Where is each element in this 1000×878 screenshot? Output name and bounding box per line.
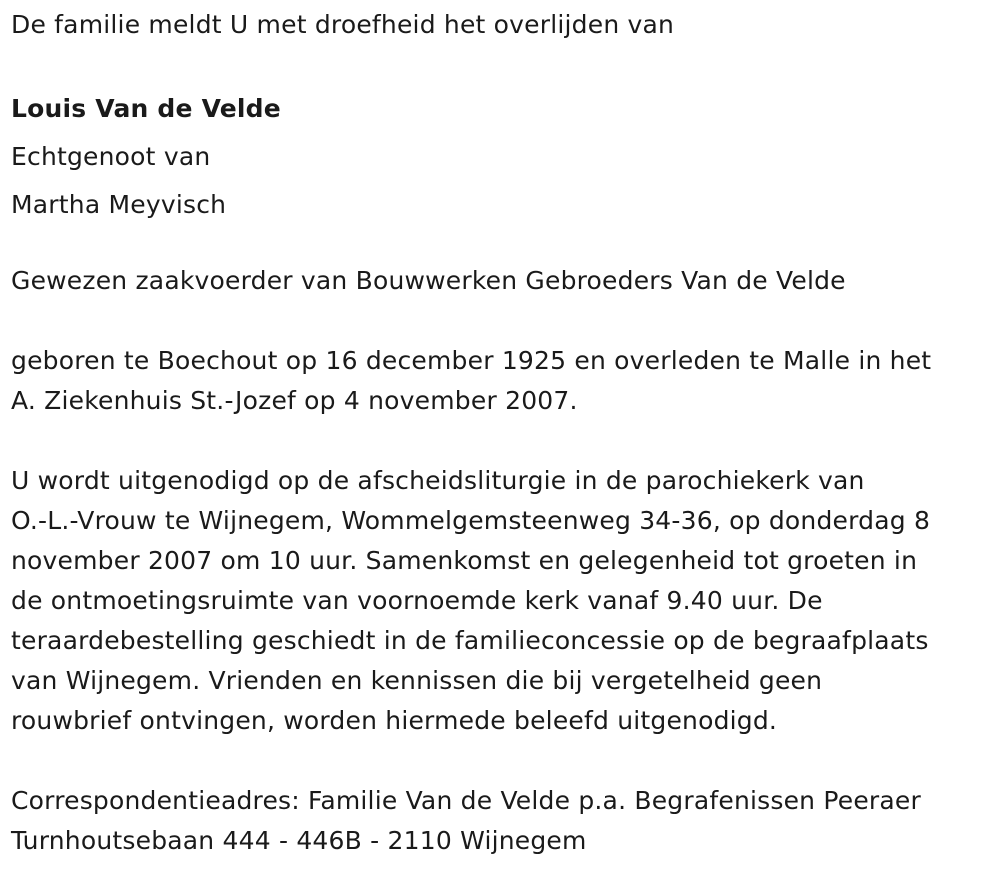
- paragraph-line: U wordt uitgenodigd op de afscheidsliturgie in de parochiekerk van: [11, 466, 865, 495]
- spacer: [11, 421, 986, 461]
- spacer: [11, 301, 986, 341]
- paragraph-line: teraardebestelling geschiedt in de familieconcessie op de begraafplaats: [11, 626, 929, 655]
- spouse-name: Martha Meyvisch: [11, 190, 227, 219]
- paragraph-line: van Wijnegem. Vrienden en kennissen die bij vergetelheid geen: [11, 666, 823, 695]
- spacer: [11, 229, 986, 261]
- ceremony-paragraph: [11, 461, 986, 741]
- paragraph-line: de ontmoetingsruimte van voornoemde kerk vanaf 9.40 uur. De: [11, 586, 823, 615]
- relation-text: Echtgenoot van: [11, 142, 211, 171]
- intro-text: De familie meldt U met droefheid het overlijden van: [11, 10, 675, 39]
- paragraph-line: geboren te Boechout op 16 december 1925 en overleden te Malle in het: [11, 346, 932, 375]
- birth-death-paragraph: [11, 341, 986, 421]
- paragraph-line: O.-L.-Vrouw te Wijnegem, Wommelgemsteenweg 34-36, op donderdag 8: [11, 506, 931, 535]
- paragraph-line: A. Ziekenhuis St.-Jozef op 4 november 2007.: [11, 386, 578, 415]
- spacer: [11, 45, 986, 85]
- deceased-name: Louis Van de Velde: [11, 94, 281, 123]
- occupation-text: Gewezen zaakvoerder van Bouwwerken Gebroeders Van de Velde: [11, 266, 846, 295]
- spacer: [11, 741, 986, 781]
- paragraph-line: Correspondentieadres: Familie Van de Velde p.a. Begrafenissen Peeraer: [11, 786, 921, 815]
- paragraph-line: november 2007 om 10 uur. Samenkomst en gelegenheid tot groeten in: [11, 546, 918, 575]
- paragraph-line: rouwbrief ontvingen, worden hiermede beleefd uitgenodigd.: [11, 706, 778, 735]
- paragraph-line: Turnhoutsebaan 444 - 446B - 2110 Wijnegem: [11, 826, 587, 855]
- correspondence-paragraph: [11, 781, 986, 861]
